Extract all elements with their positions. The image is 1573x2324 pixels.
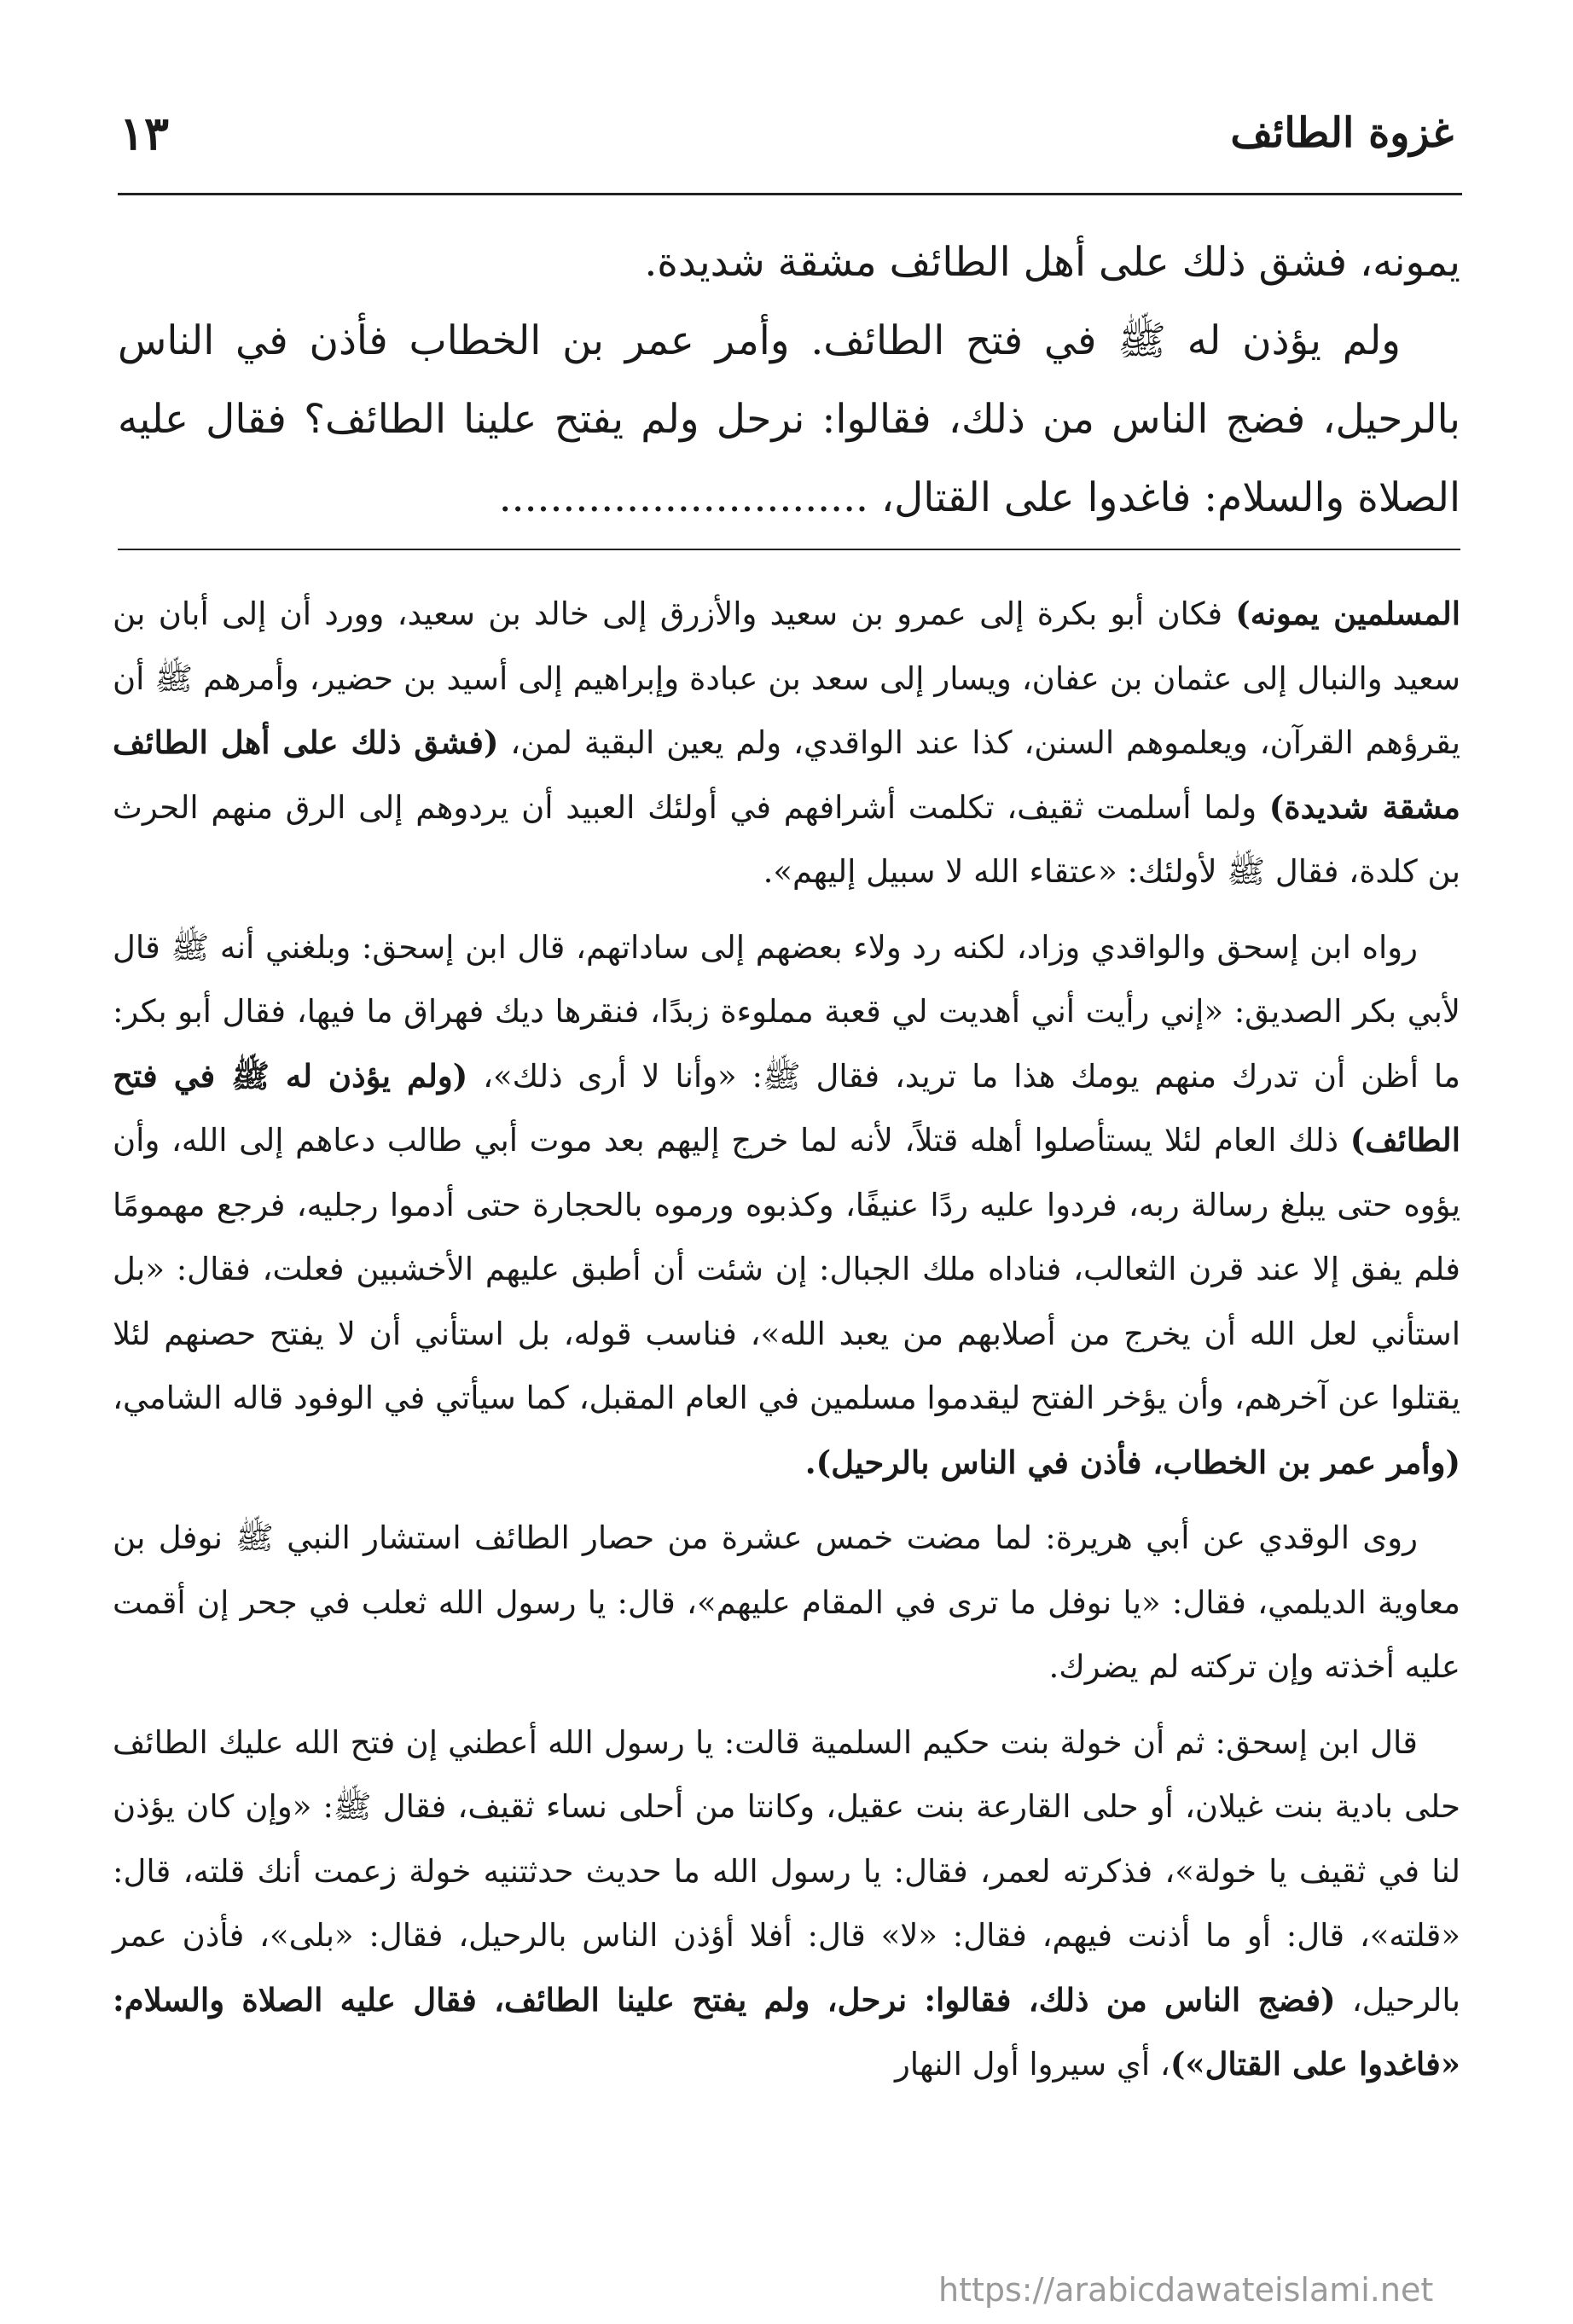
commentary-text: فكان أبو بكرة إلى عمرو بن سعيد والأزرق إلى خالد بن سعيد، وورد أن إلى أبان بن سعيد والنبال إلى عثمان بن عفان، ويسار إلى سعد بن عبادة وإبراهيم إلى أسيد بن حضير، وأمرهم ﷺ أن يقرؤهم القرآن، ويعلموهم السنن، كذا عند الواقدي، ولم يعين البقية لمن، xyxy=(113,596,1460,761)
commentary-text: روى الوقدي عن أبي هريرة: لما مضت خمس عشرة من حصار الطائف استشار النبي ﷺ نوفل بن معاوية الديلمي، فقال: «يا نوفل ما ترى في المقام عليهم»، قال: يا رسول الله ثعلب في جحر إن أقمت عليه أخذته وإن تركته لم يضرك. xyxy=(113,1519,1460,1685)
main-text xyxy=(118,224,1460,537)
quoted-text: المسلمين يمونه) xyxy=(1235,595,1461,632)
quoted-text: (ولم يؤذن له ﷺ في فتح الطائف) xyxy=(113,1056,1460,1159)
page-header xyxy=(111,101,1454,195)
footnote-rule xyxy=(118,549,1460,550)
watermark-url: https://arabicdawateislami.net xyxy=(938,2271,1434,2309)
footnote-paragraph-2 xyxy=(113,915,1460,1496)
ellipsis-dots: ............................. xyxy=(498,474,868,521)
commentary-text: ذلك العام لئلا يستأصلوا أهله قتلاً، لأنه لما خرج إليهم بعد موت أبي طالب دعاهم إلى الله، وأن يؤوه حتى يبلغ رسالة ربه، فردوا عليه ردًا عنيفًا، وكذبوه ورموه بالحجارة حتى أدموا رجليه، فرجع مهمومًا فلم يفق إلا عند قرن الثعالب، فناداه ملك الجبال: إن شئت أن أطبق عليهم الأخشبين فعلت، فقال: «بل استأني لعل الله أن يخرج من أصلابهم من يعبد الله»، فناسب قوله، بل استأني أن لا يفتح حصنهم لئلا يقتلوا عن آخرهم، وأن يؤخر الفتح ليقدموا مسلمين في العام المقبل، كما سيأتي في الوفود قاله الشامي، xyxy=(113,1122,1460,1416)
commentary-text: ، أي سيروا أول النهار xyxy=(894,2046,1170,2083)
commentary-text: قال ابن إسحق: ثم أن خولة بنت حكيم السلمية قالت: يا رسول الله أعطني إن فتح الله عليك الطائف حلى بادية بنت غيلان، أو حلى القارعة بنت عقيل، وكانتا من أحلى نساء ثقيف، فقال ﷺ: «وإن كان يؤذن لنا في ثقيف يا خولة»، فذكرته لعمر، فقال: يا رسول الله ما حديث حدثتنيه خولة زعمت أنك قلته، قال: «قلته»، قال: أو ما أذنت فيهم، فقال: «لا» قال: أفلا أؤذن الناس بالرحيل، فقال: «بلى»، فأذن عمر بالرحيل، xyxy=(113,1723,1460,2019)
footnotes xyxy=(113,582,1460,2108)
footnote-paragraph-1 xyxy=(113,582,1460,904)
header-rule xyxy=(118,193,1462,195)
footnote-paragraph-4 xyxy=(113,1711,1460,2097)
main-paragraph-1: يمونه، فشق ذلك على أهل الطائف مشقة شديدة. xyxy=(644,239,1460,286)
main-paragraph-2 xyxy=(118,302,1460,537)
main-paragraph-2-text: ولم يؤذن له ﷺ في فتح الطائف. وأمر عمر بن الخطاب فأذن في الناس بالرحيل، فضج الناس من ذلك، فقالوا: نرحل ولم يفتح علينا الطائف؟ فقال عليه الصلاة والسلام: فاغدوا على القتال، xyxy=(118,317,1460,521)
commentary-text: ولما أسلمت ثقيف، تكلمت أشرافهم في أولئك العبيد أن يردوهم إلى الرق منهم الحرث بن كلدة، فقال ﷺ لأولئك: «عتقاء الله لا سبيل إليهم». xyxy=(113,788,1460,890)
quoted-text: (فشق ذلك على أهل الطائف مشقة شديدة) xyxy=(113,723,1460,826)
quoted-text: (وأمر عمر بن الخطاب، فأذن في الناس بالرحيل). xyxy=(804,1443,1460,1481)
commentary-text: رواه ابن إسحق والواقدي وزاد، لكنه رد ولاء بعضهم إلى ساداتهم، قال ابن إسحق: وبلغني أنه ﷺ قال لأبي بكر الصديق: «إني رأيت أني أهديت لي قعبة مملوءة زبدًا، فنقرها ديك فهراق ما فيها، فقال أبو بكر: ما أظن أن تدرك منهم يومك هذا ما تريد، فقال ﷺ: «وأنا لا أرى ذلك»، xyxy=(113,928,1460,1095)
running-title: غزوة الطائف xyxy=(1230,109,1454,157)
page-number: ١٣ xyxy=(119,106,170,160)
footnote-paragraph-3 xyxy=(113,1506,1460,1699)
quoted-text: (فضج الناس من ذلك، فقالوا: نرحل، ولم يفتح علينا الطائف، فقال عليه الصلاة والسلام: «فاغدوا على القتال») xyxy=(113,1980,1460,2083)
